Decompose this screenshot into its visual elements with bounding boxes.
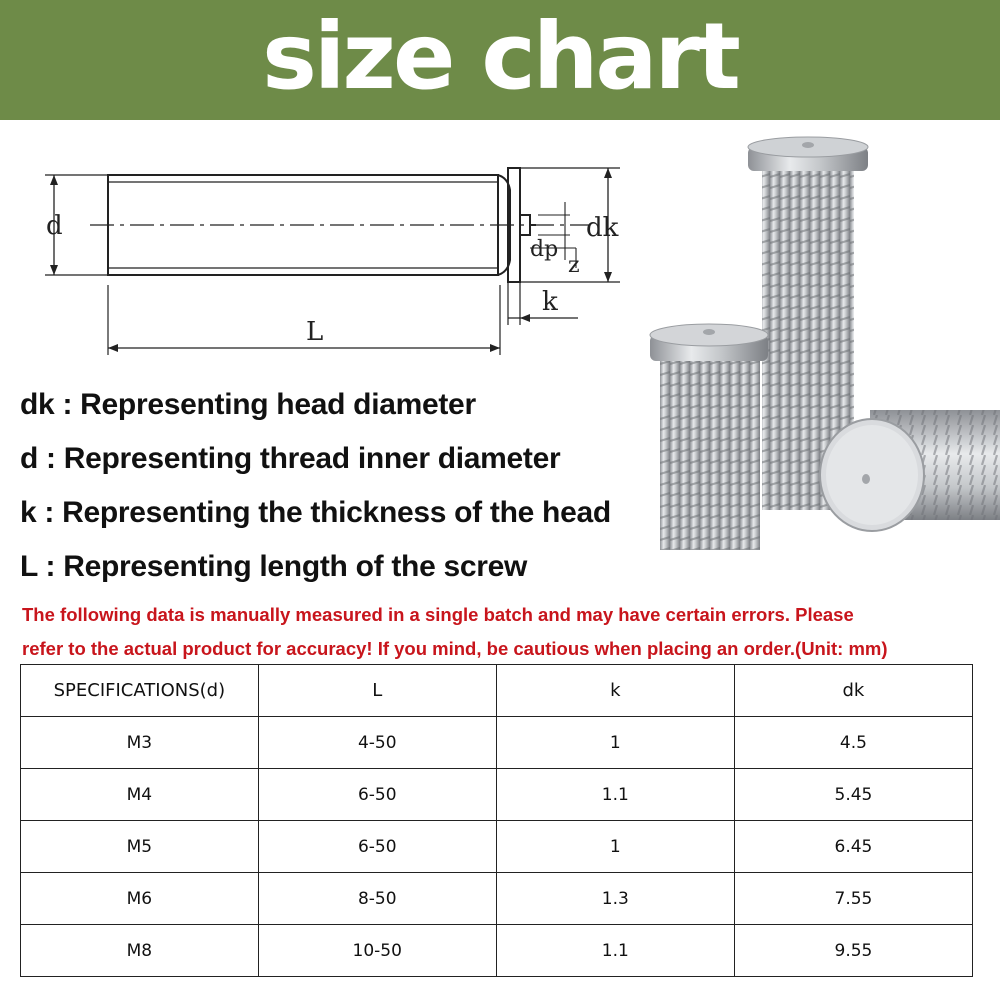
short-screw — [650, 324, 768, 550]
cell-dk: 7.55 — [734, 873, 972, 925]
disclaimer-notice — [22, 598, 982, 666]
header-k: k — [496, 665, 734, 717]
label-L: L — [306, 317, 324, 347]
label-k: k — [542, 287, 558, 317]
legend-k: k : Representing the thickness of the head — [20, 496, 611, 529]
table-row — [21, 717, 973, 769]
label-dk: dk — [586, 213, 619, 243]
cell-L: 6-50 — [258, 821, 496, 873]
table-row — [21, 769, 973, 821]
notice-line-2: refer to the actual product for accuracy! If you mind, be cautious when placing an order.(Unit: mm) — [22, 638, 888, 659]
product-photo — [640, 135, 1000, 555]
cell-dk: 5.45 — [734, 769, 972, 821]
cell-L: 4-50 — [258, 717, 496, 769]
title-banner — [0, 0, 1000, 120]
cell-k: 1 — [496, 821, 734, 873]
cell-dk: 6.45 — [734, 821, 972, 873]
spec-table — [20, 664, 973, 977]
cell-k: 1.1 — [496, 769, 734, 821]
header-L: L — [258, 665, 496, 717]
header-dk: dk — [734, 665, 972, 717]
legend-dk: dk : Representing head diameter — [20, 388, 476, 421]
cell-spec: M6 — [21, 873, 259, 925]
header-specifications: SPECIFICATIONS(d) — [21, 665, 259, 717]
cell-k: 1.3 — [496, 873, 734, 925]
cell-L: 10-50 — [258, 925, 496, 977]
table-row — [21, 873, 973, 925]
page-title: size chart — [262, 3, 738, 110]
legend-L: L : Representing length of the screw — [20, 550, 528, 583]
legend-d: d : Representing thread inner diameter — [20, 442, 561, 475]
technical-drawing — [30, 150, 640, 370]
cell-dk: 4.5 — [734, 717, 972, 769]
cell-L: 8-50 — [258, 873, 496, 925]
table-header-row — [21, 665, 973, 717]
cell-spec: M5 — [21, 821, 259, 873]
lying-screw — [820, 410, 1000, 531]
cell-spec: M8 — [21, 925, 259, 977]
label-z: z — [568, 253, 580, 278]
cell-spec: M3 — [21, 717, 259, 769]
cell-L: 6-50 — [258, 769, 496, 821]
notice-line-1: The following data is manually measured in a single batch and may have certain errors. Please — [22, 604, 854, 625]
table-row — [21, 821, 973, 873]
table-row — [21, 925, 973, 977]
cell-k: 1 — [496, 717, 734, 769]
label-dp: dp — [530, 237, 559, 262]
label-d: d — [46, 211, 63, 241]
cell-dk: 9.55 — [734, 925, 972, 977]
cell-k: 1.1 — [496, 925, 734, 977]
legend — [20, 378, 660, 594]
cell-spec: M4 — [21, 769, 259, 821]
